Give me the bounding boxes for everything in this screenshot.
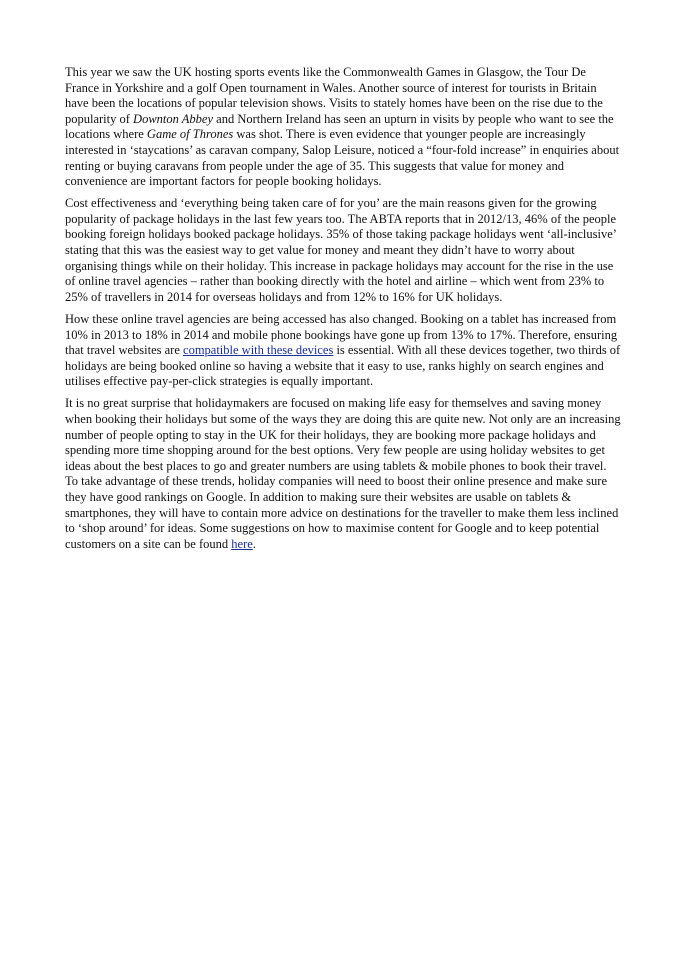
show-title-downton-abbey: Downton Abbey	[133, 111, 214, 126]
paragraph-text: is essential. With all these devices together, two thirds of holidays are being booked online so having a website that it easy to use, ranks highly on search engines and utilises effective pay-per-click strategies is equally important.	[65, 343, 621, 389]
here-link[interactable]: here	[231, 536, 253, 551]
paragraph-conclusion	[65, 396, 621, 552]
paragraph-staycations	[65, 65, 621, 190]
paragraph-text: .	[252, 536, 256, 551]
compatible-devices-link[interactable]: compatible with these devices	[183, 343, 334, 358]
paragraph-text: How these online travel agencies are being accessed has also changed. Booking on a tablet has increased from 10% in 2013 to 18% in 2014 and mobile phone bookings have gone up from 13% to 17%. Therefore, ensuring that travel websites are	[65, 311, 618, 358]
show-title-game-of-thrones: Game of Thrones	[146, 127, 234, 142]
paragraph-text: This year we saw the UK hosting sports events like the Commonwealth Games in Glasgow, the Tour De France in Yorkshire and a golf Open tournament in Wales. Another source of interest for tourists in Britain have been the locations of popular television shows. Visits to stately homes have been on the rise due to the popularity of	[65, 65, 603, 126]
document-page	[65, 65, 621, 559]
paragraph-text: It is no great surprise that holidaymakers are focused on making life easy for themselves and saving money when booking their holidays but some of the ways they are doing this are quite new. Not only are an increasing number of people opting to stay in the UK for their holidays, they are booking more package holidays and spending more time shopping around for the best options. Very few people are using holiday websites to get ideas about the best places to go and greater numbers are using tablets & mobile phones to book their travel. To take advantage of these trends, holiday companies will need to boost their online presence and make sure they have good rankings on Google. In addition to making sure their websites are usable on tablets & smartphones, they will have to contain more advice on destinations for the traveller to make them less inclined to ‘shop around’ for ideas. Some suggestions on how to maximise content for Google and to keep potential customers on a site can be found	[65, 396, 621, 551]
paragraph-package-holidays: Cost effectiveness and ‘everything being taken care of for you’ are the main reasons given for the growing popularity of package holidays in the last few years too. The ABTA reports that in 2012/13, 46% of the people booking foreign holidays booked package holidays. 35% of those taking package holidays went ‘all-inclusive’ stating that this was the easiest way to get value for money and meant they didn’t have to worry about organising things while on their holiday. This increase in package holidays may account for the rise in the use of online travel agencies – rather than booking directly with the hotel and airline – which went from 23% to 25% of travellers in 2014 for overseas holidays and from 12% to 16% for UK holidays.	[65, 196, 617, 304]
paragraph-text: and Northern Ireland has seen an upturn in visits by people who want to see the locations where	[65, 111, 614, 142]
paragraph-text: was shot. There is even evidence that younger people are increasingly interested in ‘staycations’ as caravan company, Salop Leisure, noticed a “four-fold increase” in enquiries about renting or buying caravans from people under the age of 35. This suggests that value for money and convenience are important factors for people booking holidays.	[65, 127, 620, 189]
paragraph-online-agencies	[65, 312, 621, 390]
